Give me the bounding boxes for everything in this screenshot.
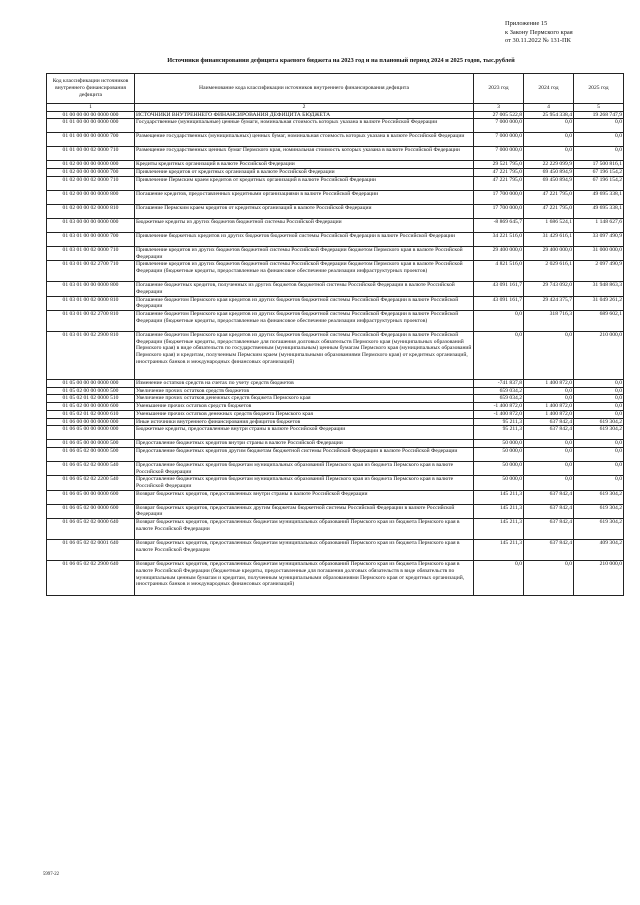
- row-code: 01 05 02 01 02 0000 610: [47, 410, 135, 418]
- row-name: Размещение государственных ценных бумаг Пермского края, номинальная стоимость которых указана в валюте Российской Федерации: [135, 147, 474, 161]
- row-code: 01 06 05 02 02 0001 640: [47, 540, 135, 561]
- row-value-2025: 619 304,2: [574, 519, 624, 540]
- row-name: Увеличение прочих остатков денежных средств бюджета Пермского края: [135, 395, 474, 403]
- row-value-2024: 0,0: [524, 133, 574, 147]
- row-name: Возврат бюджетных кредитов, предоставленных бюджетам муниципальных образований Пермского края из бюджета Пермского края в валюте Российской Федерации (бюджетные кредиты, предоставленные для погашения долговых обязательств в виде обязательств по муниципальным ценным бумагам и кредитам, полученным муниципальными образованиями Пермского края от кредитных организаций, иностранных банков и международных финансовых организаций): [135, 561, 474, 596]
- row-value-2025: 0,0: [574, 476, 624, 490]
- row-code: 01 05 02 01 02 0000 510: [47, 395, 135, 403]
- row-value-2024: 1 400 872,0: [524, 380, 574, 388]
- row-value-2024: 637 842,4: [524, 490, 574, 504]
- row-value-2024: 0,0: [524, 440, 574, 448]
- row-value-2024: 69 450 894,9: [524, 169, 574, 177]
- row-value-2023: 0,0: [474, 311, 524, 332]
- row-value-2024: 0,0: [524, 447, 574, 461]
- row-name: Бюджетные кредиты из других бюджетов бюджетной системы Российской Федерации: [135, 218, 474, 232]
- row-value-2025: 0,0: [574, 395, 624, 403]
- row-value-2025: 0,0: [574, 387, 624, 395]
- row-name: Возврат бюджетных кредитов, предоставленных другим бюджетам бюджетной системы Российской Федерации в валюте Российской Федерации: [135, 504, 474, 518]
- row-code: 01 05 00 00 00 0000 000: [47, 380, 135, 388]
- table-row: [47, 332, 624, 380]
- row-code: 01 03 01 00 00 0000 800: [47, 282, 135, 296]
- row-value-2024: 2 029 616,1: [524, 261, 574, 282]
- row-value-2025: 0,0: [574, 119, 624, 133]
- row-value-2025: 31 000 000,0: [574, 246, 624, 260]
- row-value-2025: 0,0: [574, 403, 624, 411]
- row-value-2025: 210 000,0: [574, 332, 624, 380]
- row-value-2025: 409 304,2: [574, 540, 624, 561]
- row-name: Уменьшение прочих остатков средств бюджетов: [135, 403, 474, 411]
- row-value-2023: 17 700 000,0: [474, 190, 524, 204]
- row-code: 01 03 00 00 00 0000 000: [47, 218, 135, 232]
- table-row: [47, 190, 624, 204]
- row-value-2025: 33 097 490,9: [574, 232, 624, 246]
- row-value-2025: 619 304,2: [574, 418, 624, 426]
- row-code: 01 06 05 00 00 0000 600: [47, 490, 135, 504]
- row-name: Кредиты кредитных организаций в валюте Российской Федерации: [135, 161, 474, 169]
- row-name: Возврат бюджетных кредитов, предоставленных внутри страны в валюте Российской Федерации: [135, 490, 474, 504]
- table-row: [47, 387, 624, 395]
- row-code: 01 06 05 00 00 0000 500: [47, 440, 135, 448]
- row-value-2023: 47 221 795,0: [474, 169, 524, 177]
- table-row: [47, 161, 624, 169]
- row-value-2025: 0,0: [574, 461, 624, 475]
- row-value-2025: 619 304,2: [574, 426, 624, 440]
- row-value-2023: -1 400 872,0: [474, 410, 524, 418]
- row-name: Привлечение кредитов из других бюджетов бюджетной системы Российской Федерации бюджетом Пермского края в валюте Российской Федерации: [135, 246, 474, 260]
- row-value-2025: 49 695 338,1: [574, 204, 624, 218]
- row-value-2023: 7 000 000,0: [474, 119, 524, 133]
- row-value-2023: -741 837,8: [474, 380, 524, 388]
- row-value-2024: 0,0: [524, 119, 574, 133]
- row-code: 01 06 05 02 02 2200 540: [47, 476, 135, 490]
- row-code: 01 01 00 00 00 0000 700: [47, 133, 135, 147]
- row-value-2025: 67 196 154,2: [574, 176, 624, 190]
- table-row: [47, 461, 624, 475]
- row-value-2023: 47 221 795,0: [474, 176, 524, 190]
- row-name: Размещение государственных (муниципальных) ценных бумаг, номинальная стоимость которых указана в валюте Российской Федерации: [135, 133, 474, 147]
- row-value-2023: 50 000,0: [474, 447, 524, 461]
- table-row: [47, 218, 624, 232]
- row-value-2025: 0,0: [574, 410, 624, 418]
- row-value-2024: 29 424 375,7: [524, 296, 574, 310]
- header-code: Код классификации источников внутреннего финансирования дефицита: [47, 74, 135, 104]
- header-2024: 2024 год: [524, 74, 574, 104]
- row-value-2023: 145 211,3: [474, 540, 524, 561]
- row-value-2023: 43 091 161,7: [474, 296, 524, 310]
- row-name: Увеличение прочих остатков средств бюджетов: [135, 387, 474, 395]
- row-value-2023: 29 400 000,0: [474, 246, 524, 260]
- row-value-2024: 637 842,4: [524, 519, 574, 540]
- row-name: Возврат бюджетных кредитов, предоставленных бюджетам муниципальных образований Пермского края из бюджета Пермского края в валюте Российской Федерации: [135, 540, 474, 561]
- row-value-2024: 637 842,4: [524, 540, 574, 561]
- row-code: 01 06 05 02 02 0000 640: [47, 519, 135, 540]
- row-code: 01 02 00 00 02 0000 710: [47, 176, 135, 190]
- footer-code: 5997-22: [43, 872, 59, 877]
- row-value-2024: 1 400 872,0: [524, 403, 574, 411]
- row-name: Привлечение Пермским краем кредитов от кредитных организаций в валюте Российской Федерации: [135, 176, 474, 190]
- row-value-2023: 659 034,2: [474, 387, 524, 395]
- row-value-2023: 659 034,2: [474, 395, 524, 403]
- row-value-2023: 17 700 000,0: [474, 204, 524, 218]
- row-value-2024: 0,0: [524, 332, 574, 380]
- table-row: [47, 133, 624, 147]
- table-row: [47, 261, 624, 282]
- row-value-2023: 145 211,3: [474, 519, 524, 540]
- row-value-2024: 0,0: [524, 461, 574, 475]
- table-header-row: [47, 74, 624, 104]
- row-code: 01 02 00 00 02 0000 810: [47, 204, 135, 218]
- row-code: 01 06 05 00 00 0000 000: [47, 426, 135, 440]
- row-code: 01 06 05 02 02 2900 640: [47, 561, 135, 596]
- column-index-row: [47, 104, 624, 112]
- row-value-2023: -8 869 645,7: [474, 218, 524, 232]
- row-value-2025: 0,0: [574, 440, 624, 448]
- table-row: [47, 147, 624, 161]
- row-value-2023: -1 400 872,0: [474, 403, 524, 411]
- appendix-line: Приложение 15: [505, 20, 548, 27]
- table-row: [47, 296, 624, 310]
- table-row: [47, 282, 624, 296]
- column-index: 4: [524, 104, 574, 112]
- row-name: Погашение бюджетных кредитов, полученных из других бюджетов бюджетной системы Российской Федерации в валюте Российской Федерации: [135, 282, 474, 296]
- row-code: 01 03 01 00 02 0000 710: [47, 246, 135, 260]
- row-code: 01 02 00 00 00 0000 800: [47, 190, 135, 204]
- row-value-2023: 7 000 000,0: [474, 147, 524, 161]
- table-row: [47, 490, 624, 504]
- row-value-2025: 0,0: [574, 133, 624, 147]
- row-value-2023: 43 091 161,7: [474, 282, 524, 296]
- table-row: [47, 311, 624, 332]
- row-value-2023: 4 821 516,0: [474, 261, 524, 282]
- row-value-2025: 0,0: [574, 380, 624, 388]
- row-value-2024: 29 743 092,0: [524, 282, 574, 296]
- row-value-2025: 17 500 816,1: [574, 161, 624, 169]
- row-value-2025: 619 304,2: [574, 504, 624, 518]
- row-value-2023: 145 211,3: [474, 504, 524, 518]
- row-code: 01 05 02 00 00 0000 600: [47, 403, 135, 411]
- row-value-2024: 25 954 338,4: [524, 111, 574, 119]
- row-value-2025: 0,0: [574, 147, 624, 161]
- table-row: [47, 519, 624, 540]
- row-name: Привлечение кредитов из других бюджетов бюджетной системы Российской Федерации бюджетом Пермского края в валюте Российской Федерации (бюджетные кредиты, предоставленные на финансовое обеспечение реализации инфраструктурных проектов): [135, 261, 474, 282]
- table-row: [47, 504, 624, 518]
- row-value-2024: 1 400 872,0: [524, 410, 574, 418]
- row-value-2023: 0,0: [474, 561, 524, 596]
- table-row: [47, 246, 624, 260]
- table-row: [47, 204, 624, 218]
- row-name: Возврат бюджетных кредитов, предоставленных бюджетам муниципальных образований Пермского края из бюджета Пермского края в валюте Российской Федерации: [135, 519, 474, 540]
- column-index: 5: [574, 104, 624, 112]
- table-row: [47, 476, 624, 490]
- row-name: Государственные (муниципальные) ценные бумаги, номинальная стоимость которых указана в валюте Российской Федерации: [135, 119, 474, 133]
- row-code: 01 06 05 02 00 0000 500: [47, 447, 135, 461]
- row-value-2024: 0,0: [524, 561, 574, 596]
- row-value-2025: 0,0: [574, 447, 624, 461]
- table-row: [47, 561, 624, 596]
- row-value-2024: 0,0: [524, 395, 574, 403]
- row-name: Погашение бюджетом Пермского края кредитов из других бюджетов бюджетной системы Российской Федерации в валюте Российской Федерации: [135, 296, 474, 310]
- row-code: 01 03 01 00 02 2700 710: [47, 261, 135, 282]
- table-row: [47, 395, 624, 403]
- row-value-2023: 50 000,0: [474, 476, 524, 490]
- table-row: [47, 380, 624, 388]
- row-name: ИСТОЧНИКИ ВНУТРЕННЕГО ФИНАНСИРОВАНИЯ ДЕФИЦИТА БЮДЖЕТА: [135, 111, 474, 119]
- row-value-2023: 145 211,3: [474, 490, 524, 504]
- row-code: 01 01 00 00 00 0000 000: [47, 119, 135, 133]
- row-value-2024: 0,0: [524, 476, 574, 490]
- row-name: Предоставление бюджетных кредитов внутри страны в валюте Российской Федерации: [135, 440, 474, 448]
- row-code: 01 03 01 00 02 2900 810: [47, 332, 135, 380]
- row-value-2024: 637 842,4: [524, 504, 574, 518]
- row-value-2023: 34 221 516,0: [474, 232, 524, 246]
- header-2023: 2023 год: [474, 74, 524, 104]
- table-row: [47, 540, 624, 561]
- table-row: [47, 169, 624, 177]
- row-value-2023: 50 000,0: [474, 461, 524, 475]
- row-value-2024: 0,0: [524, 147, 574, 161]
- column-index: 1: [47, 104, 135, 112]
- row-name: Предоставление бюджетных кредитов другим бюджетам бюджетной системы Российской Федерации в валюте Российской Федерации: [135, 447, 474, 461]
- row-name: Предоставление бюджетных кредитов бюджетам муниципальных образований Пермского края из бюджета Пермского края в валюте Российской Федерации: [135, 461, 474, 475]
- table-row: [47, 176, 624, 190]
- row-value-2024: 0,0: [524, 387, 574, 395]
- appendix-line: к Закону Пермского края: [505, 28, 573, 36]
- row-value-2023: 27 005 522,8: [474, 111, 524, 119]
- row-value-2023: 29 521 795,0: [474, 161, 524, 169]
- row-code: 01 02 00 00 00 0000 700: [47, 169, 135, 177]
- table-row: [47, 440, 624, 448]
- table-row: [47, 418, 624, 426]
- table-row: [47, 447, 624, 461]
- row-value-2025: 2 097 490,9: [574, 261, 624, 282]
- row-name: Погашение Пермским краем кредитов от кредитных организаций в валюте Российской Федерации: [135, 204, 474, 218]
- header-name: Наименование кода классификации источников внутреннего финансирования дефицита: [135, 74, 474, 104]
- row-value-2025: 49 695 338,1: [574, 190, 624, 204]
- document-title: Источники финансирования дефицита краевого бюджета на 2023 год и на плановый период 2024 и 2025 годов, тыс.рублей: [167, 57, 515, 64]
- row-name: Предоставление бюджетных кредитов бюджетам муниципальных образований Пермского края из бюджета Пермского края в валюте Российской Федерации: [135, 476, 474, 490]
- table-row: [47, 403, 624, 411]
- row-name: Изменение остатков средств на счетах по учету средств бюджетов: [135, 380, 474, 388]
- row-name: Погашение бюджетом Пермского края кредитов из других бюджетов бюджетной системы Российской Федерации в валюте Российской Федерации (бюджетные кредиты, предоставленные на финансовое обеспечение реализации инфраструктурных проектов): [135, 311, 474, 332]
- row-name: Привлечение бюджетных кредитов из других бюджетов бюджетной системы Российской Федерации в валюте Российской Федерации: [135, 232, 474, 246]
- column-index: 3: [474, 104, 524, 112]
- table-row: [47, 232, 624, 246]
- row-name: Погашение бюджетом Пермского края кредитов из других бюджетов бюджетной системы Российской Федерации в валюте Российской Федерации (бюджетные кредиты, предоставленные для погашения долговых обязательств Пермского края (муниципальных образований Пермского края) в виде обязательств по государственным (муниципальным) ценным бумагам Пермского края (муниципальных образований Пермского края) и кредитам, полученным Пермским краем (муниципальными образованиями Пермского края) от кредитных организаций, иностранных банков и международных финансовых организаций): [135, 332, 474, 380]
- row-value-2024: 47 221 795,0: [524, 204, 574, 218]
- row-value-2025: 67 196 154,2: [574, 169, 624, 177]
- row-value-2024: 31 429 616,1: [524, 232, 574, 246]
- row-value-2025: 689 602,1: [574, 311, 624, 332]
- row-value-2025: 19 268 747,9: [574, 111, 624, 119]
- row-code: 01 06 05 02 02 0000 540: [47, 461, 135, 475]
- row-name: Иные источники внутреннего финансирования дефицитов бюджетов: [135, 418, 474, 426]
- row-name: Бюджетные кредиты, предоставленные внутри страны в валюте Российской Федерации: [135, 426, 474, 440]
- row-value-2024: 69 450 894,9: [524, 176, 574, 190]
- row-value-2023: 95 211,3: [474, 418, 524, 426]
- appendix-note: [505, 20, 573, 46]
- row-code: 01 03 01 00 00 0000 700: [47, 232, 135, 246]
- row-value-2024: 22 229 099,9: [524, 161, 574, 169]
- row-name: Уменьшение прочих остатков денежных средств бюджета Пермского края: [135, 410, 474, 418]
- row-value-2025: 31 049 261,2: [574, 296, 624, 310]
- budget-sources-table: [46, 73, 624, 596]
- row-value-2023: 50 000,0: [474, 440, 524, 448]
- table-row: [47, 111, 624, 119]
- row-code: 01 02 00 00 00 0000 000: [47, 161, 135, 169]
- header-2025: 2025 год: [574, 74, 624, 104]
- row-code: 01 00 00 00 00 0000 000: [47, 111, 135, 119]
- table-row: [47, 119, 624, 133]
- row-name: Погашение кредитов, предоставленных кредитными организациями в валюте Российской Федерации: [135, 190, 474, 204]
- row-value-2025: 619 304,2: [574, 490, 624, 504]
- row-value-2023: 95 211,3: [474, 426, 524, 440]
- row-value-2024: 1 686 524,1: [524, 218, 574, 232]
- row-value-2024: 637 842,4: [524, 426, 574, 440]
- row-value-2024: 637 842,4: [524, 418, 574, 426]
- row-value-2025: 31 948 863,3: [574, 282, 624, 296]
- row-value-2023: 0,0: [474, 332, 524, 380]
- row-value-2023: 7 000 000,0: [474, 133, 524, 147]
- appendix-line: от 30.11.2022 № 131-ПК: [505, 37, 571, 45]
- row-code: 01 03 01 00 02 0000 810: [47, 296, 135, 310]
- row-value-2025: 1 148 627,6: [574, 218, 624, 232]
- row-value-2024: 29 400 000,0: [524, 246, 574, 260]
- table-row: [47, 426, 624, 440]
- column-index: 2: [135, 104, 474, 112]
- row-name: Привлечение кредитов от кредитных организаций в валюте Российской Федерации: [135, 169, 474, 177]
- row-value-2024: 47 221 795,0: [524, 190, 574, 204]
- row-value-2024: 318 716,3: [524, 311, 574, 332]
- row-code: 01 01 00 00 02 0000 710: [47, 147, 135, 161]
- table-row: [47, 410, 624, 418]
- row-code: 01 06 05 02 00 0000 600: [47, 504, 135, 518]
- row-code: 01 06 00 00 00 0000 000: [47, 418, 135, 426]
- row-code: 01 05 02 00 00 0000 500: [47, 387, 135, 395]
- row-code: 01 03 01 00 02 2700 810: [47, 311, 135, 332]
- row-value-2025: 210 000,0: [574, 561, 624, 596]
